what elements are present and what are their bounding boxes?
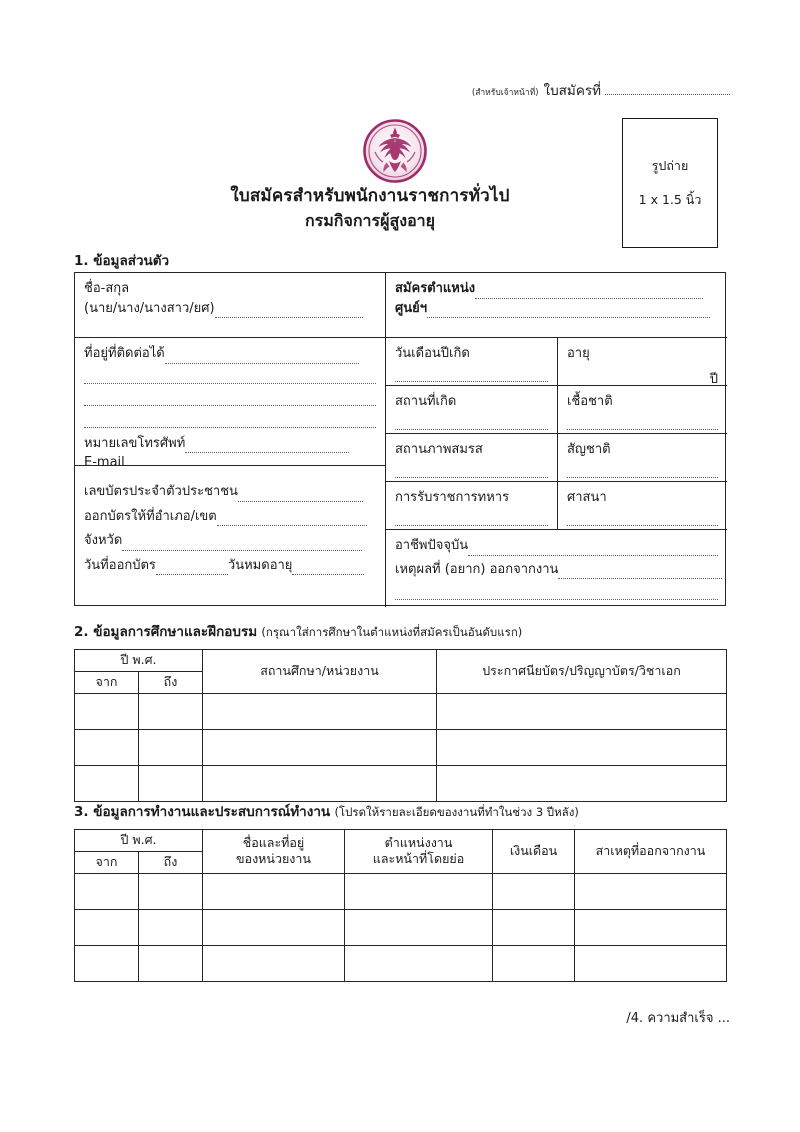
occupation-row (395, 536, 718, 556)
work-header-position (345, 830, 493, 874)
table-row[interactable] (75, 693, 727, 729)
card-dates-row (84, 556, 376, 576)
form-title-block (150, 184, 590, 232)
address-input-4[interactable] (84, 416, 376, 428)
ethnicity-input[interactable] (567, 418, 718, 430)
birthplace-label: สถานที่เกิด (395, 394, 457, 409)
work-header-employer-line-2: ของหน่วยงาน (236, 851, 311, 867)
education-cell-certificate[interactable] (437, 693, 727, 729)
cell-address[interactable] (75, 337, 385, 465)
application-number-field[interactable] (605, 84, 730, 95)
phone-row (84, 434, 376, 454)
age-unit-label: ปี (709, 371, 718, 385)
education-cell-institution[interactable] (203, 729, 437, 765)
education-table-header-row-1 (75, 650, 727, 672)
address-input-3[interactable] (84, 394, 376, 406)
province-label: จังหวัด (84, 533, 123, 548)
table-row[interactable] (75, 909, 727, 945)
education-header-institution: สถานศึกษา/หน่วยงาน (203, 650, 437, 694)
address-input-1[interactable] (165, 353, 359, 364)
work-cell-position[interactable] (345, 945, 493, 981)
birthdate-label: วันเดือนปีเกิด (395, 346, 470, 361)
work-cell-employer[interactable] (203, 909, 345, 945)
age-input[interactable] (596, 378, 706, 385)
work-cell-employer[interactable] (203, 945, 345, 981)
military-service-input[interactable] (395, 514, 548, 526)
education-table (74, 649, 727, 802)
work-cell-leave-reason[interactable] (575, 873, 727, 909)
occupation-input[interactable] (468, 545, 718, 556)
email-label: E-mail (84, 455, 125, 465)
cell-applied-position[interactable] (385, 273, 727, 337)
cell-marital-status[interactable] (385, 433, 557, 481)
cell-religion[interactable] (557, 481, 727, 529)
religion-label: ศาสนา (567, 490, 607, 505)
center-row (395, 299, 718, 319)
work-cell-leave-reason[interactable] (575, 945, 727, 981)
thai-garuda-department-seal-icon (362, 118, 428, 184)
cell-birthdate[interactable] (385, 337, 557, 385)
phone-label: หมายเลขโทรศัพท์ (84, 435, 186, 451)
issue-date-label: วันที่ออกบัตร (84, 557, 156, 573)
work-table-header-row-1 (75, 830, 727, 852)
education-cell-institution[interactable] (203, 765, 437, 801)
province-input[interactable] (122, 540, 362, 551)
work-cell-salary[interactable] (493, 909, 575, 945)
email-row (84, 453, 376, 465)
cell-nationality[interactable] (557, 433, 727, 481)
photo-size-label: 1 x 1.5 นิ้ว (638, 192, 702, 207)
work-header-salary: เงินเดือน (493, 830, 575, 874)
work-cell-to[interactable] (139, 873, 203, 909)
education-cell-from[interactable] (75, 729, 139, 765)
birthplace-input[interactable] (395, 418, 548, 430)
work-header-employer-line-1: ชื่อและที่อยู่ (242, 834, 305, 850)
nationality-label: สัญชาติ (567, 442, 611, 457)
education-header-to: ถึง (139, 671, 203, 693)
education-cell-institution[interactable] (203, 693, 437, 729)
full-name-input[interactable] (215, 307, 363, 318)
work-cell-from[interactable] (75, 945, 139, 981)
occupation-label: อาชีพปัจจุบัน (395, 538, 469, 553)
form-title-line-2: กรมกิจการผู้สูงอายุ (304, 210, 436, 230)
table-row[interactable] (75, 945, 727, 981)
issue-date-input[interactable] (156, 564, 228, 575)
education-cell-certificate[interactable] (437, 729, 727, 765)
application-number-label: ใบสมัครที่ (543, 83, 601, 99)
leave-reason-input-2[interactable] (395, 588, 718, 600)
cell-birthplace[interactable] (385, 385, 557, 433)
work-cell-salary[interactable] (493, 873, 575, 909)
work-header-position-line-2: และหน้าที่โดยย่อ (372, 851, 465, 867)
section-3-title: 3. ข้อมูลการทำงานและประสบการณ์ทำงาน (74, 804, 331, 820)
education-cell-to[interactable] (139, 765, 203, 801)
address-label: ที่อยู่ที่ติดต่อได้ (84, 346, 165, 361)
table-row[interactable] (75, 765, 727, 801)
province-row (84, 531, 376, 551)
expiry-date-input[interactable] (292, 564, 364, 575)
section-1-table (74, 272, 726, 606)
age-row (567, 370, 718, 386)
issued-at-label: ออกบัตรให้ที่อำเภอ/เขต (84, 508, 217, 524)
officer-use-line (472, 79, 730, 101)
work-header-leave-reason: สาเหตุที่ออกจากงาน (575, 830, 727, 874)
id-card-row (84, 482, 376, 502)
cell-id-card[interactable] (75, 465, 385, 607)
work-cell-from[interactable] (75, 909, 139, 945)
table-row[interactable] (75, 873, 727, 909)
section-3-heading (74, 800, 579, 822)
id-card-input[interactable] (238, 491, 363, 502)
religion-input[interactable] (567, 514, 718, 526)
leave-reason-input-1[interactable] (558, 568, 722, 579)
work-cell-leave-reason[interactable] (575, 909, 727, 945)
work-cell-to[interactable] (139, 909, 203, 945)
education-cell-certificate[interactable] (437, 765, 727, 801)
page-footer-continuation: /4. ความสำเร็จ ... (626, 1011, 730, 1026)
center-input[interactable] (427, 307, 710, 318)
birthdate-input[interactable] (395, 370, 548, 382)
education-cell-to[interactable] (139, 693, 203, 729)
full-name-label: ชื่อ-สกุล (84, 281, 130, 296)
cell-military-service[interactable] (385, 481, 557, 529)
marital-status-label: สถานภาพสมรส (395, 442, 483, 457)
section-2-note: (กรุณาใส่การศึกษาในตำแหน่งที่สมัครเป็นอันดับแรก) (261, 625, 523, 639)
work-cell-from[interactable] (75, 873, 139, 909)
applied-position-label: สมัครตำแหน่ง (395, 281, 476, 296)
education-cell-from[interactable] (75, 693, 139, 729)
work-header-from: จาก (75, 851, 139, 873)
address-row-1 (84, 344, 376, 364)
education-header-year-group: ปี พ.ศ. (75, 650, 203, 672)
work-cell-salary[interactable] (493, 945, 575, 981)
education-cell-to[interactable] (139, 729, 203, 765)
form-title-line-1: ใบสมัครสำหรับพนักงานราชการทั่วไป (230, 186, 510, 206)
work-header-to: ถึง (139, 851, 203, 873)
section-3-note: (โปรดให้รายละเอียดของงานที่ทำในช่วง 3 ปีหลัง) (334, 805, 579, 819)
work-header-employer (203, 830, 345, 874)
photo-label: รูปถ่าย (651, 158, 689, 173)
applied-position-row (395, 279, 718, 299)
nationality-input[interactable] (567, 466, 718, 478)
cell-ethnicity[interactable] (557, 385, 727, 433)
education-header-certificate: ประกาศนียบัตร/ปริญญาบัตร/วิชาเอก (437, 650, 727, 694)
work-header-year-group: ปี พ.ศ. (75, 830, 203, 852)
issued-at-row (84, 507, 376, 527)
title-prefix-label: (นาย/นาง/นางสาว/ยศ) (84, 300, 215, 316)
section-1-heading (74, 249, 169, 271)
cell-age[interactable] (557, 337, 727, 385)
age-label: อายุ (567, 346, 590, 361)
expiry-date-label: วันหมดอายุ (227, 557, 293, 573)
military-service-label: การรับราชการทหาร (395, 490, 510, 505)
table-row[interactable] (75, 729, 727, 765)
section-2-title: 2. ข้อมูลการศึกษาและฝึกอบรม (74, 624, 258, 640)
marital-status-input[interactable] (395, 466, 548, 478)
address-input-2[interactable] (84, 372, 376, 384)
officer-use-note: (สำหรับเจ้าหน้าที่) (471, 88, 539, 98)
education-header-from: จาก (75, 671, 139, 693)
issued-at-input[interactable] (217, 515, 367, 526)
education-cell-from[interactable] (75, 765, 139, 801)
phone-input[interactable] (185, 442, 349, 453)
cell-occupation-and-leave-reason[interactable] (385, 529, 727, 607)
title-prefix-row (84, 299, 376, 319)
leave-reason-label: เหตุผลที่ (อยาก) ออกจากงาน (395, 561, 559, 577)
applied-position-input[interactable] (475, 288, 703, 299)
section-2-heading (74, 620, 522, 642)
ethnicity-label: เชื้อชาติ (567, 394, 613, 409)
work-cell-employer[interactable] (203, 873, 345, 909)
work-cell-to[interactable] (139, 945, 203, 981)
work-cell-position[interactable] (345, 873, 493, 909)
photo-placeholder-box[interactable] (622, 118, 718, 248)
cell-full-name[interactable] (75, 273, 385, 337)
work-cell-position[interactable] (345, 909, 493, 945)
center-label: ศูนย์ฯ (395, 300, 428, 316)
id-card-label: เลขบัตรประจำตัวประชาชน (84, 484, 238, 499)
work-header-position-line-1: ตำแหน่งงาน (384, 834, 453, 850)
leave-reason-row (395, 560, 718, 580)
work-experience-table (74, 829, 727, 982)
section-1-title: 1. ข้อมูลส่วนตัว (74, 253, 170, 269)
